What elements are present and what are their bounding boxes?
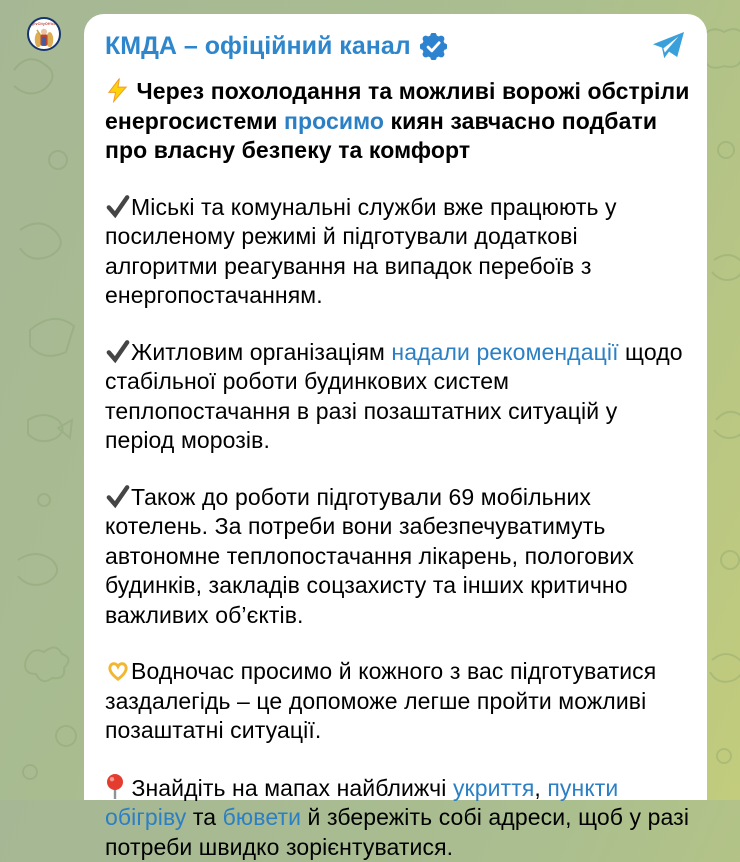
post-paragraph (105, 338, 691, 456)
text-segment: й збережіть собі адреси, щоб у разі потреби швидко зорієнтуватися. (105, 804, 689, 860)
text-segment: Знайдіть на мапах найближчі (125, 775, 453, 801)
text-segment: , (534, 775, 547, 801)
avatar-label: KyivCityOfficial (29, 22, 59, 26)
inline-link[interactable]: надали рекомендації (391, 339, 618, 365)
post-paragraph (105, 193, 691, 311)
inline-link[interactable]: просимо (284, 108, 384, 134)
channel-avatar[interactable] (27, 17, 61, 51)
post-paragraph (105, 483, 691, 631)
text-segment: Через похолодання та можливі ворожі обстріли енергосистеми (105, 78, 689, 134)
text-segment: Житловим організаціям (131, 339, 391, 365)
avatar-archangel-figure (29, 22, 59, 51)
message-header (105, 30, 691, 62)
inline-link[interactable]: укриття (453, 775, 534, 801)
text-segment: киян завчасно подбати про власну безпеку та комфорт (105, 108, 657, 164)
inline-link[interactable]: пункти обігріву (105, 775, 618, 831)
channel-name[interactable]: КМДА – офіційний канал (105, 31, 411, 61)
check-emoji (105, 194, 131, 219)
text-segment: Також до роботи підготували 69 мобільних котелень. За потреби вони забезпечуватимуть автономне теплопостачання лікарень, пологових будинків, закладів соцзахисту та інших критично важливих об’єктів. (105, 484, 634, 628)
text-segment: Водночас просимо й кожного з вас підготуватися заздалегідь – це допоможе легше пройти можливі позаштатні ситуації. (105, 658, 656, 743)
check-emoji (105, 484, 131, 509)
message-text (105, 77, 691, 862)
text-segment: щодо стабільної роботи будинкових систем теплопостачання в разі позаштатних ситуацій у період морозів. (105, 339, 683, 454)
inline-link[interactable]: бювети (223, 804, 301, 830)
message-bubble (84, 14, 707, 800)
verified-badge-icon (420, 33, 447, 60)
text-segment: та (186, 804, 222, 830)
post-paragraph (105, 657, 691, 746)
text-segment: Міські та комунальні служби вже працюють у посиленому режимі й підготували додаткові алгоритми реагування на випадок перебоїв з енергопостачанням. (105, 194, 617, 309)
check-emoji (105, 339, 131, 364)
post-paragraph (105, 773, 691, 862)
post-paragraph (105, 77, 691, 166)
lightning-emoji (105, 77, 130, 103)
heart-hands-emoji (105, 658, 131, 683)
pin-emoji (105, 773, 125, 800)
telegram-plane-icon[interactable] (652, 31, 685, 61)
